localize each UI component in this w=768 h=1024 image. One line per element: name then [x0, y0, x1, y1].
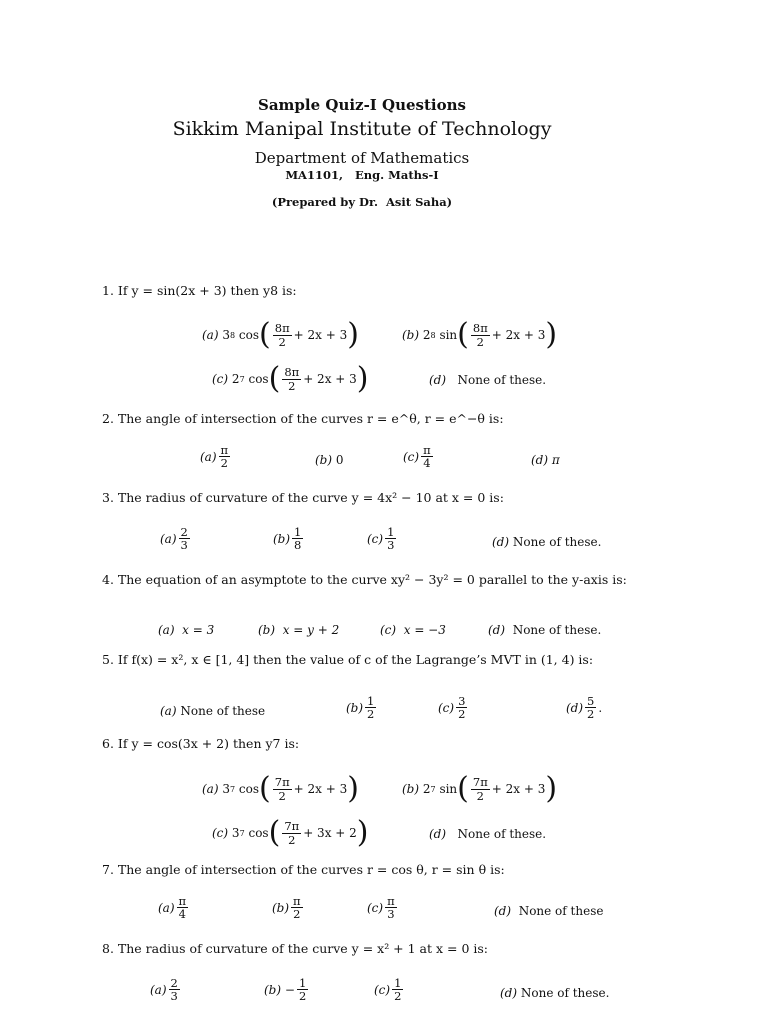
preparer-credit: (Prepared by Dr. Asit Saha)	[271, 195, 453, 209]
q7-option-c: (c) $\frac{\pi}{3}$	[367, 894, 395, 922]
q6-option-a: (a) 3 7 cos ( $\frac{7\pi}{2}$ + 2x + 3 )	[202, 771, 359, 806]
q6-option-b: (b) 2 7 sin ( $\frac{7\pi}{2}$ + 2x + 3 )	[402, 771, 558, 806]
q8-option-d: (d) None of these.	[500, 986, 610, 1000]
q5-option-c: (c) $\frac{3}{2}$	[438, 694, 466, 722]
q7-option-b: (b) $\frac{\pi}{2}$	[272, 894, 301, 922]
question-4: 4. The equation of an asymptote to the curve xy² − 3y² = 0 parallel to the y-axis is:	[102, 572, 627, 587]
question-2: 2. The angle of intersection of the curves r = e^θ, r = e^−θ is:	[102, 411, 504, 426]
course-code: MA1101, Eng. Maths-I	[285, 168, 439, 182]
q5-option-d: (d) $\frac{5}{2}$ .	[566, 694, 603, 722]
q3-option-c: (c) $\frac{1}{3}$	[367, 525, 395, 553]
q4-option-b: (b) x = y + 2	[258, 623, 340, 637]
q2-option-a: (a) $\frac{\pi}{2}$	[200, 443, 229, 471]
q1-option-a: (a) 3 8 cos ( $\frac{8\pi}{2}$ + 2x + 3 )	[202, 317, 359, 352]
q2-option-d: (d) π	[531, 453, 560, 467]
quiz-title: Sample Quiz-I Questions	[258, 96, 466, 114]
q5-option-a: (a) None of these	[160, 704, 266, 718]
q3-option-b: (b) $\frac{1}{8}$	[273, 525, 302, 553]
q4-option-a: (a) x = 3	[158, 623, 215, 637]
q8-option-c: (c) $\frac{1}{2}$	[374, 976, 402, 1004]
q8-option-a: (a) $\frac{2}{3}$	[150, 976, 178, 1004]
q4-option-c: (c) x = −3	[380, 623, 446, 637]
q8-option-b: (b) − $\frac{1}{2}$	[264, 976, 307, 1004]
q1-option-d: (d) None of these.	[429, 373, 547, 387]
q7-option-d: (d) None of these	[494, 904, 604, 918]
question-3: 3. The radius of curvature of the curve y = 4x² − 10 at x = 0 is:	[102, 490, 504, 505]
q3-option-d: (d) None of these.	[492, 535, 602, 549]
q3-option-a: (a) $\frac{2}{3}$	[160, 525, 188, 553]
q6-option-c: (c) 3 7 cos ( $\frac{7\pi}{2}$ + 3x + 2 )	[212, 815, 369, 850]
question-5: 5. If f(x) = x², x ∈ [1, 4] then the value of c of the Lagrange’s MVT in (1, 4) is:	[102, 652, 594, 667]
q4-option-d: (d) None of these.	[488, 623, 602, 637]
question-6: 6. If y = cos(3x + 2) then y7 is:	[102, 736, 300, 751]
q1-option-b: (b) 2 8 sin ( $\frac{8\pi}{2}$ + 2x + 3 )	[402, 317, 558, 352]
institute-name: Sikkim Manipal Institute of Technology	[172, 118, 552, 140]
department-name: Department of Mathematics	[254, 149, 470, 167]
question-1: 1. If y = sin(2x + 3) then y8 is:	[102, 283, 297, 298]
q6-option-d: (d) None of these.	[429, 827, 547, 841]
question-7: 7. The angle of intersection of the curves r = cos θ, r = sin θ is:	[102, 862, 505, 877]
q1-option-c: (c) 2 7 cos ( $\frac{8\pi}{2}$ + 2x + 3 )	[212, 361, 369, 396]
q2-option-c: (c) $\frac{\pi}{4}$	[403, 443, 431, 471]
q2-option-b: (b) 0	[315, 453, 344, 467]
q5-option-b: (b) $\frac{1}{2}$	[346, 694, 375, 722]
q7-option-a: (a) $\frac{\pi}{4}$	[158, 894, 187, 922]
question-8: 8. The radius of curvature of the curve y = x² + 1 at x = 0 is:	[102, 941, 489, 956]
